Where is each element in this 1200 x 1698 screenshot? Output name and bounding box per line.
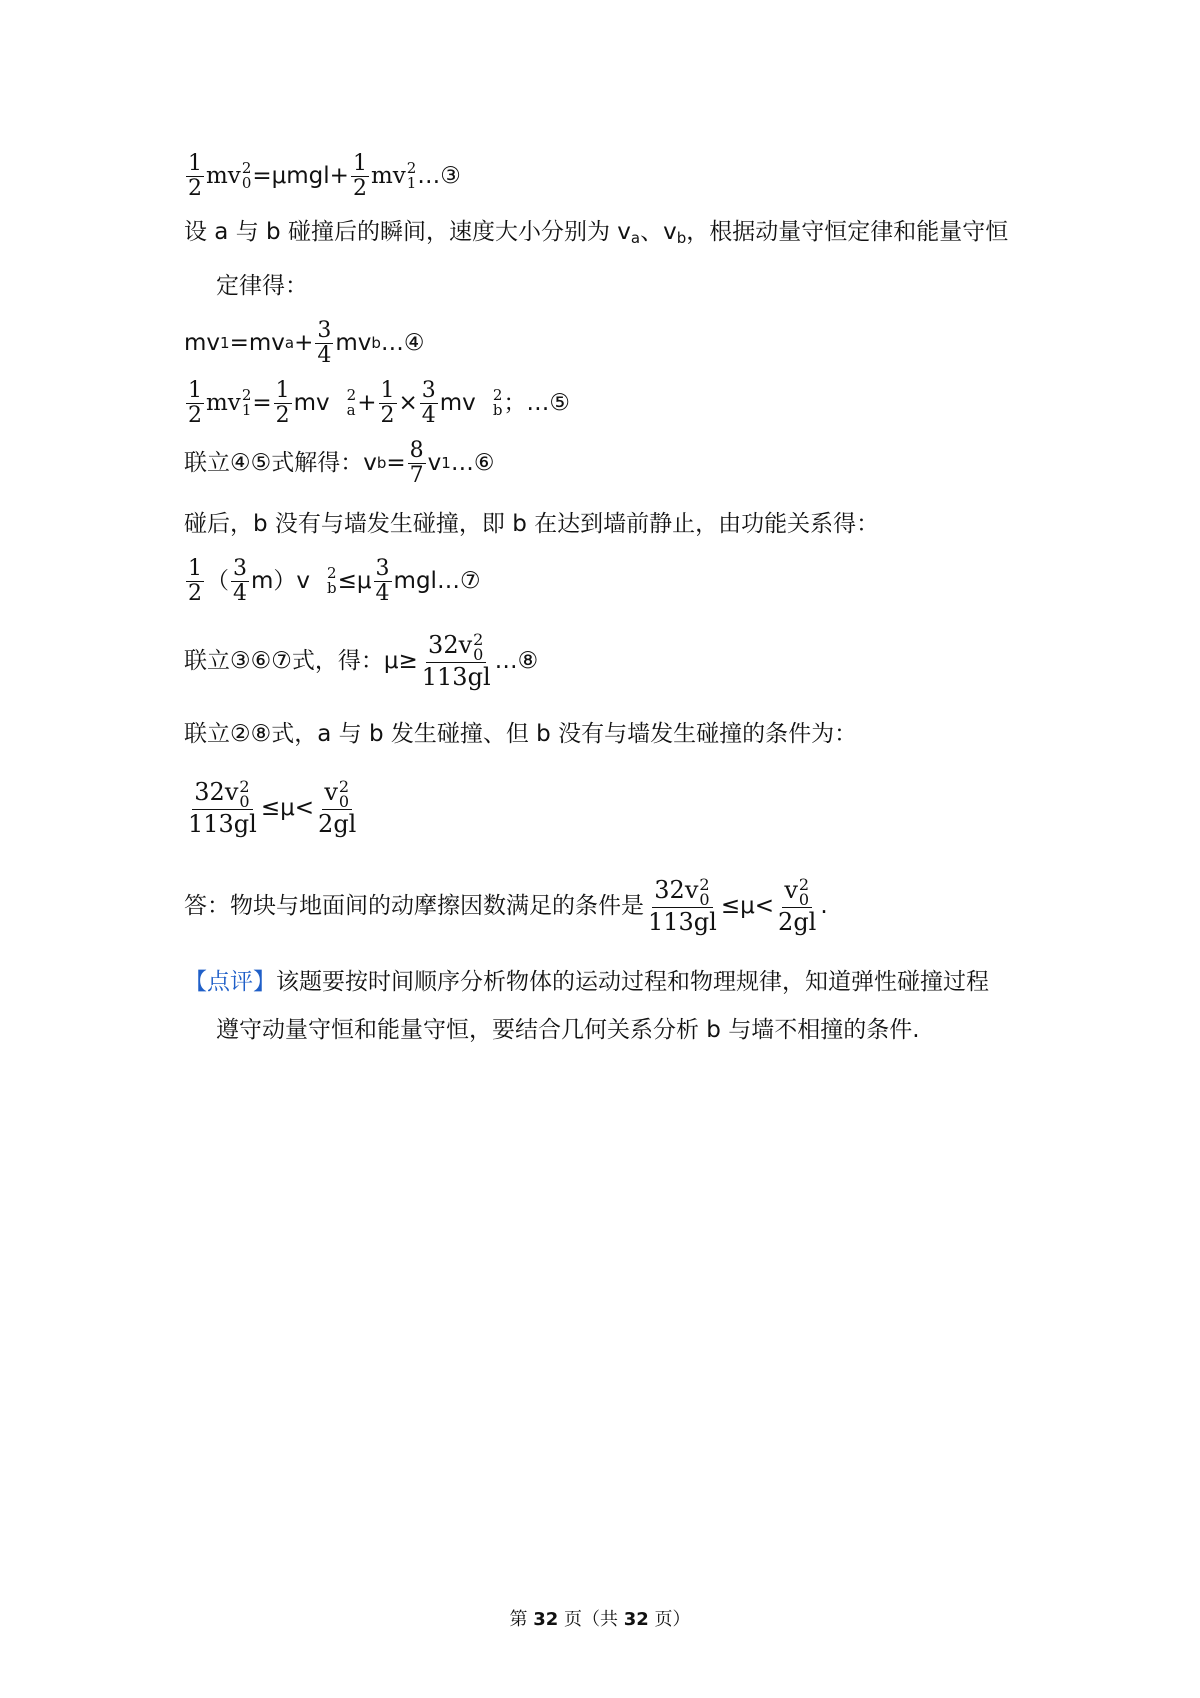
paragraph-condition: 联立②⑧式，a 与 b 发生碰撞、但 b 没有与墙发生碰撞的条件为： (184, 721, 858, 747)
page-footer: 第 32 页（共 32 页） (509, 1609, 691, 1630)
paragraph-after-collision: 碰后，b 没有与墙发生碰撞，即 b 在达到墙前静止，由功能关系得： (184, 511, 880, 537)
equation-4: mv 1 =mv a + $\frac{3}{4}$ mv b …④ (184, 317, 425, 368)
fraction-eight-sevenths: $\frac{8}{7}$ (409, 437, 424, 488)
equation-3: $\frac{1}{2}$ mv 2 0 =μmgl+ $\frac{1}{2}$ mv 2 1 …③ (188, 150, 461, 201)
solution-content (184, 148, 1044, 1054)
review-tag: 【点评】 (184, 969, 276, 995)
condition-inequality: 32v 2 0 113gl ≤μ< v 2 0 2gl (188, 776, 357, 838)
fraction-half: $\frac{1}{2}$ (188, 150, 202, 201)
paragraph-collision-setup: 设 a 与 b 碰撞后的瞬间，速度大小分别为 $v_a$、$v_b$，根据动量守恒定律和能量守恒 定律得： (184, 219, 1009, 299)
equation-6: 联立④⑤式解得：v b = $\frac{8}{7}$ v 1 …⑥ (184, 437, 495, 488)
equation-5: $\frac{1}{2}$ mv 2 1 = $\frac{1}{2}$ mv 2 a + $\frac{1}{2}$ × $\frac{3}{4}$ mv 2 b ；…⑤ (188, 377, 571, 428)
answer-line: 答：物块与地面间的动摩擦因数满足的条件是 32v 2 0 113gl ≤μ< v 2 0 2gl . (184, 874, 828, 936)
fraction-three-quarters: $\frac{3}{4}$ (317, 317, 332, 368)
equation-7: $\frac{1}{2}$ （ $\frac{3}{4}$ m）v 2 b ≤μ $\frac{3}{4}$ mgl …⑦ (188, 555, 481, 606)
fraction-half: $\frac{1}{2}$ (352, 150, 367, 201)
review-comment: 【点评】该题要按时间顺序分析物体的运动过程和物理规律，知道弹性碰撞过程 遵守动量守恒和能量守恒，要结合几何关系分析 b 与墙不相撞的条件. (184, 969, 989, 1043)
page-total: 32 (623, 1609, 649, 1630)
page-number: 32 (533, 1609, 559, 1630)
equation-8: 联立③⑥⑦式，得：μ≥ 32v 2 0 113gl …⑧ (184, 629, 539, 691)
